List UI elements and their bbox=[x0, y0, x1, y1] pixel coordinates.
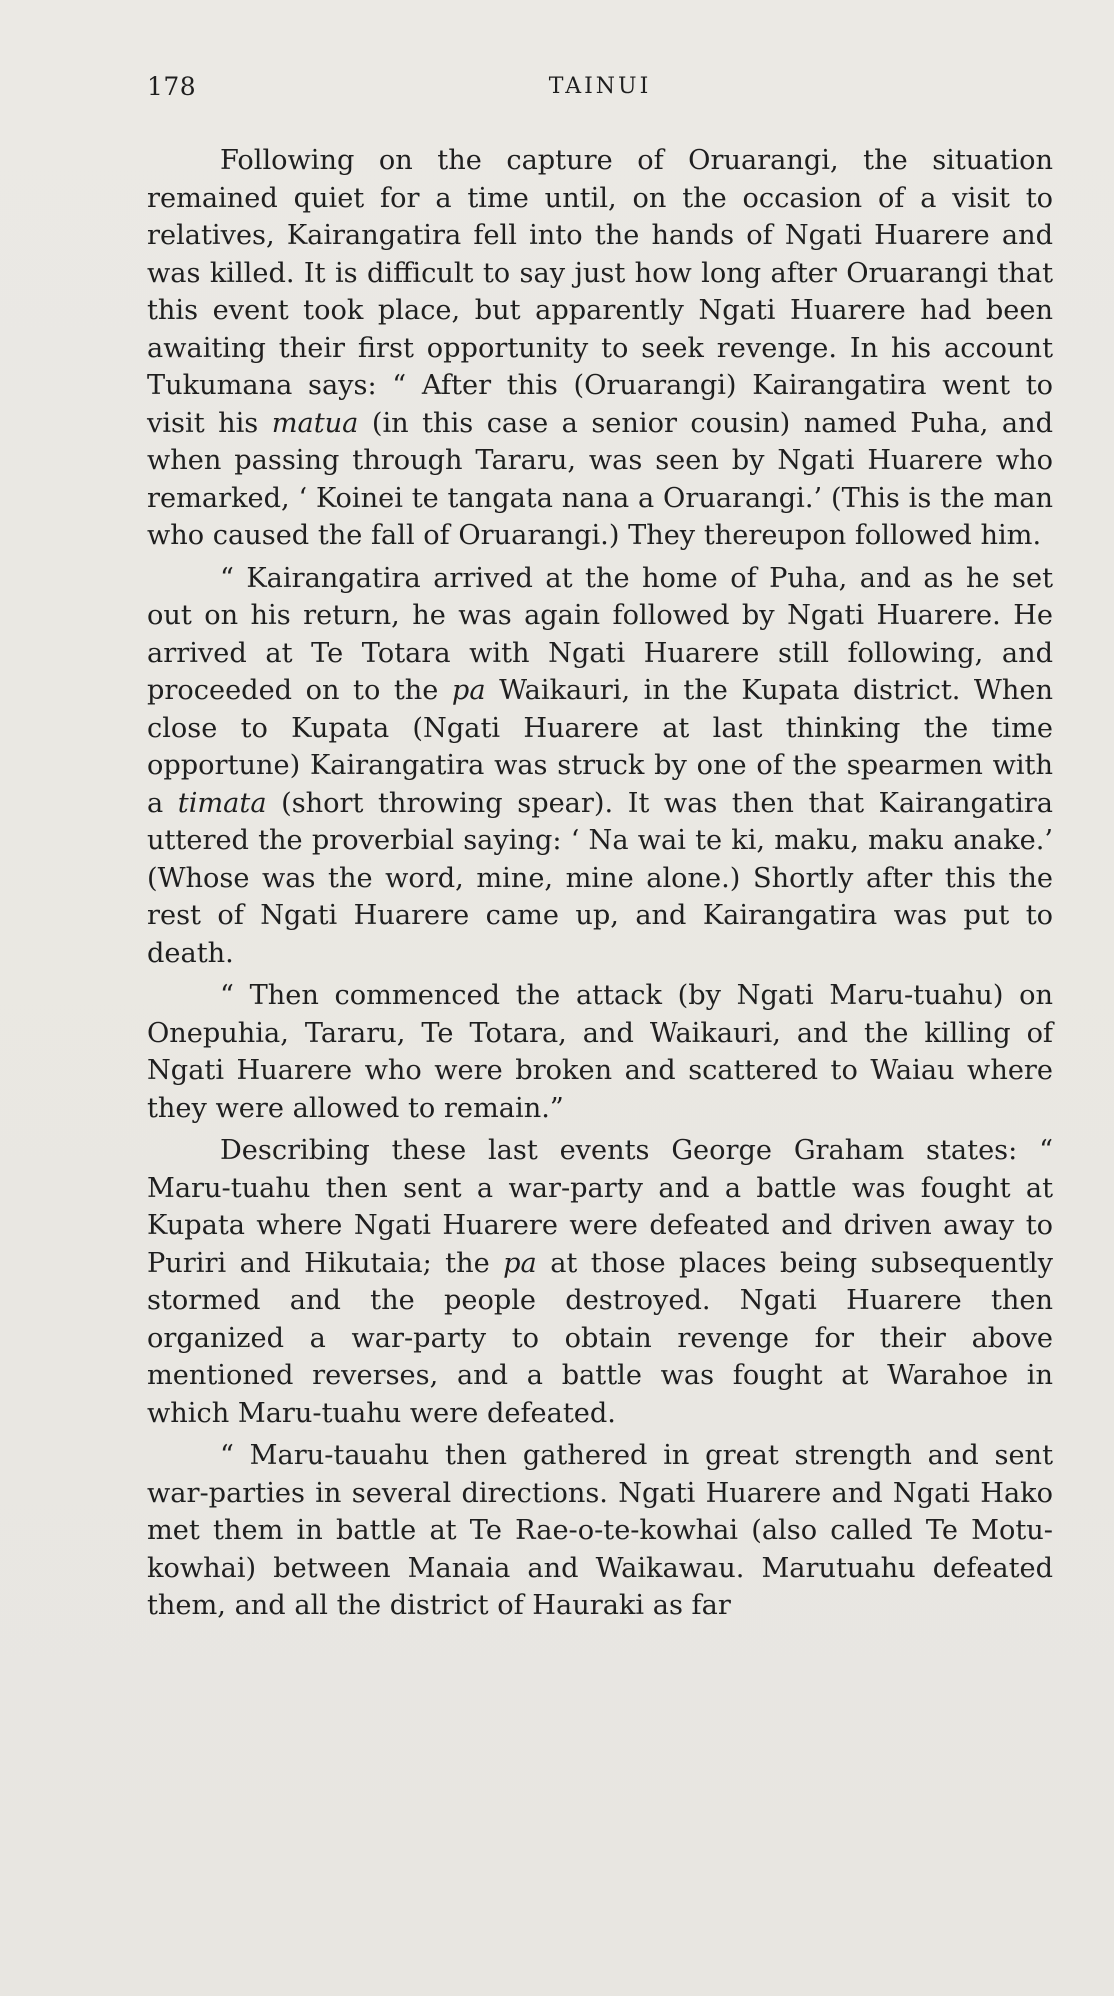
page-header bbox=[147, 72, 1053, 112]
text-segment: (in this case a senior cousin) named Puha, and when passing through Tararu, was seen by Ngati Huarere who remarked, ‘ Koinei te tangata nana a Oruarangi.’ (This is the man who caused the fall of Oruarangi.) They thereupon followed him. bbox=[147, 407, 1053, 551]
paragraph-4 bbox=[147, 1132, 1053, 1432]
text-segment: “ Then commenced the attack (by Ngati Maru-tuahu) on Onepuhia, Tararu, Te Totara, and Waikauri, and the killing of Ngati Huarere who were broken and scattered to Waiau where they were allowed to remain.” bbox=[147, 980, 1053, 1124]
text-segment: Waikauri, in the Kupata district. When close to Kupata (Ngati Huarere at last thinking the time opportune) Kairangatira was struck by one of the spearmen with a bbox=[147, 675, 1053, 819]
text-segment: “ Kairangatira arrived at the home of Puha, and as he set out on his return, he was again followed by Ngati Huarere. He arrived at Te Totara with Ngati Huarere still following, and proceeded on to the bbox=[147, 562, 1053, 706]
paragraph-5 bbox=[147, 1437, 1053, 1625]
text-segment: “ Maru-tauahu then gathered in great strength and sent war-parties in several directions. Ngati Huarere and Ngati Hako met them in battle at Te Rae-o-te-kowhai (also called Te Motu-kowhai) between Manaia and Waikawau. Marutuahu defeated them, and all the district of Hauraki as far bbox=[147, 1440, 1053, 1621]
paragraph-1 bbox=[147, 142, 1053, 555]
text-segment: Following on the capture of Oruarangi, the situation remained quiet for a time until, on the occasion of a visit to relatives, Kairangatira fell into the hands of Ngati Huarere and was killed. It is difficult to say just how long after Oruarangi that this event took place, but apparently Ngati Huarere had been awaiting their first opportunity to seek revenge. In his account Tukumana says: “ After this (Oruarangi) Kairangatira went to visit his bbox=[147, 145, 1053, 439]
italic-term: pa bbox=[503, 1247, 537, 1279]
running-head: TAINUI bbox=[548, 74, 652, 99]
italic-term: pa bbox=[451, 675, 486, 706]
text-segment: Describing these last events George Graham states: “ Maru-tuahu then sent a war-party and a battle was fought at Kupata where Ngati Huarere were defeated and driven away to Puriri and Hikutaia; the bbox=[147, 1135, 1053, 1279]
body-text bbox=[147, 142, 1053, 1630]
text-segment: at those places being subsequently stormed and the people destroyed. Ngati Huarere then organized a war-party to obtain revenge for their above mentioned reverses, and a battle was fought at Warahoe in which Maru-tuahu were defeated. bbox=[147, 1247, 1053, 1429]
text-segment: (short throwing spear). It was then that Kairangatira uttered the proverbial saying: ‘ Na wai te ki, maku, maku anake.’ (Whose was the word, mine, mine alone.) Shortly after this the rest of Ngati Huarere came up, and Kairangatira was put to death. bbox=[147, 787, 1053, 969]
italic-term: timata bbox=[177, 787, 267, 819]
italic-term: matua bbox=[271, 407, 359, 439]
paragraph-3 bbox=[147, 977, 1053, 1127]
page-number: 178 bbox=[147, 72, 197, 101]
paragraph-2 bbox=[147, 560, 1053, 973]
